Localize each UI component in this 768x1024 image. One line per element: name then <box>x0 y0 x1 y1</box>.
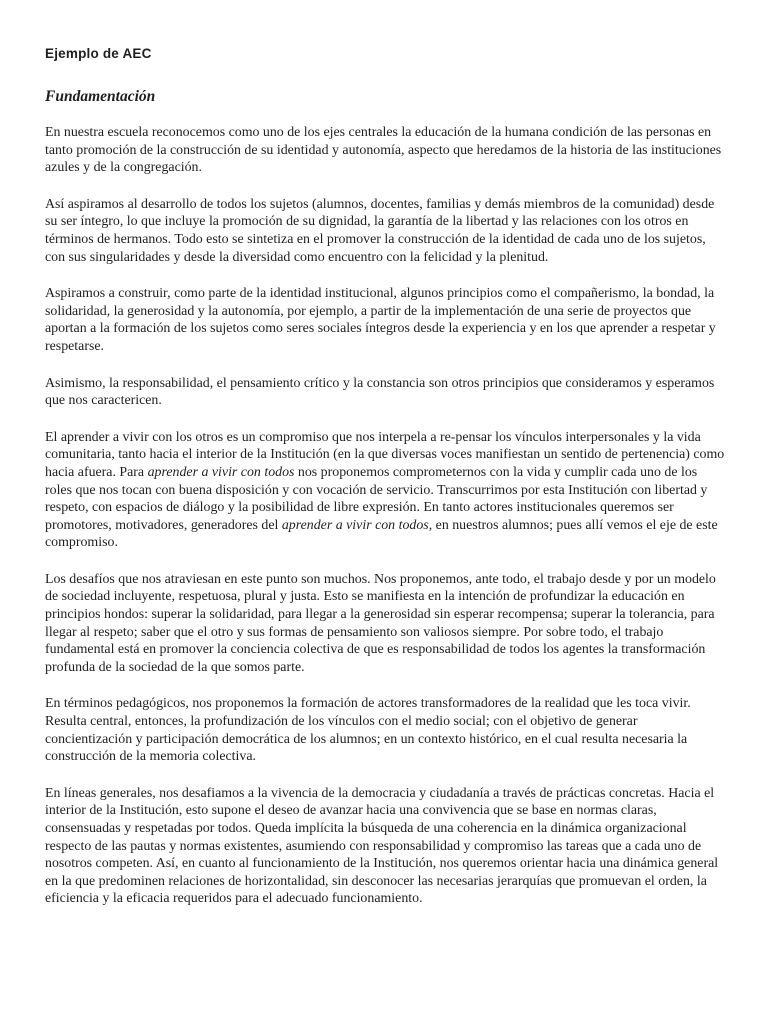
section-heading: Fundamentación <box>45 88 156 105</box>
document-paragraph: En términos pedagógicos, nos proponemos la formación de actores transformadores de la realidad que les toca vivir. Resulta central, entonces, la profundización de los vínculos con el medio social; con el objetivo de generar concientización y participación democrática de los alumnos; en un contexto histórico, en el cual resulta necesaria la construcción de la memoria colectiva. <box>45 696 691 765</box>
document-paragraph: En nuestra escuela reconocemos como uno de los ejes centrales la educación de la humana condición de las personas en tanto promoción de la construcción de su identidad y autonomía, aspecto que heredamos de la historia de las instituciones azules y de la congregación. <box>45 125 722 176</box>
document-paragraph: Así aspiramos al desarrollo de todos los sujetos (alumnos, docentes, familias y demás miembros de la comunidad) desde su ser íntegro, lo que incluye la promoción de su dignidad, la garantía de la libertad y las relaciones con los otros en términos de hermanos. Todo esto se sintetiza en el promover la construcción de la identidad de cada uno de los sujetos, con sus singularidades y desde la diversidad como encuentro con la felicidad y la plenitud. <box>45 196 715 265</box>
document-paragraph: El aprender a vivir con los otros es un compromiso que nos interpela a re-pensar los vínculos interpersonales y la vida comunitaria, tanto hacia el interior de la Institución (en la que diversas voces manifiestan un sentido de pertenencia) como hacia afuera. Para aprender a vivir con todos nos proponemos comprometernos con la vida y cumplir cada uno de los roles que nos tocan con buena disposición y con vocación de servicio. Transcurrimos por esta Institución con libertad y respeto, con espacios de diálogo y la posibilidad de libre expresión. En tanto actores institucionales queremos ser promotores, motivadores, generadores del aprender a vivir con todos, en nuestros alumnos; pues allí vemos el eje de este compromiso. <box>45 429 725 551</box>
document-title: Ejemplo de AEC <box>45 46 152 61</box>
document-paragraph: Asimismo, la responsabilidad, el pensamiento crítico y la constancia son otros principios que consideramos y esperamos que nos caractericen. <box>45 375 715 409</box>
document-paragraph: Aspiramos a construir, como parte de la identidad institucional, algunos principios como el compañerismo, la bondad, la solidaridad, la generosidad y la autonomía, por ejemplo, a partir de la implementación de una serie de proyectos que aportan a la formación de los sujetos como seres sociales íntegros desde la experiencia y en los que aprender a respetar y respetarse. <box>45 286 716 354</box>
document-paragraph: Los desafíos que nos atraviesan en este punto son muchos. Nos proponemos, ante todo, el trabajo desde y por un modelo de sociedad incluyente, respetuosa, plural y justa. Esto se manifiesta en la intención de profundizar la educación en principios hondos: superar la solidaridad, para llegar a la generosidad sin esperar recompensa; superar la tolerancia, para llegar al respeto; saber que el otro y sus formas de pensamiento son valiosos siempre. Por sobre todo, el trabajo fundamental está en promover la conciencia colectiva de que es responsabilidad de todos los agentes la transformación profunda de la sociedad de la que somos parte. <box>45 571 716 675</box>
document-body <box>45 124 727 908</box>
document-paragraph: En líneas generales, nos desafiamos a la vivencia de la democracia y ciudadanía a través de prácticas concretas. Hacia el interior de la Institución, esto supone el deseo de avanzar hacia una convivencia que se base en normas claras, consensuadas y respetadas por todos. Queda implícita la búsqueda de una coherencia en la dinámica organizacional respecto de las pautas y normas existentes, asumiendo con responsabilidad y compromiso las tareas que a cada uno de nosotros competen. Así, en cuanto al funcionamiento de la Institución, nos queremos orientar hacia una dinámica general en la que predominen relaciones de horizontalidad, sin desconocer las necesarias jerarquías que promuevan el orden, la eficiencia y la eficacia requeridos para el adecuado funcionamiento. <box>45 785 719 907</box>
